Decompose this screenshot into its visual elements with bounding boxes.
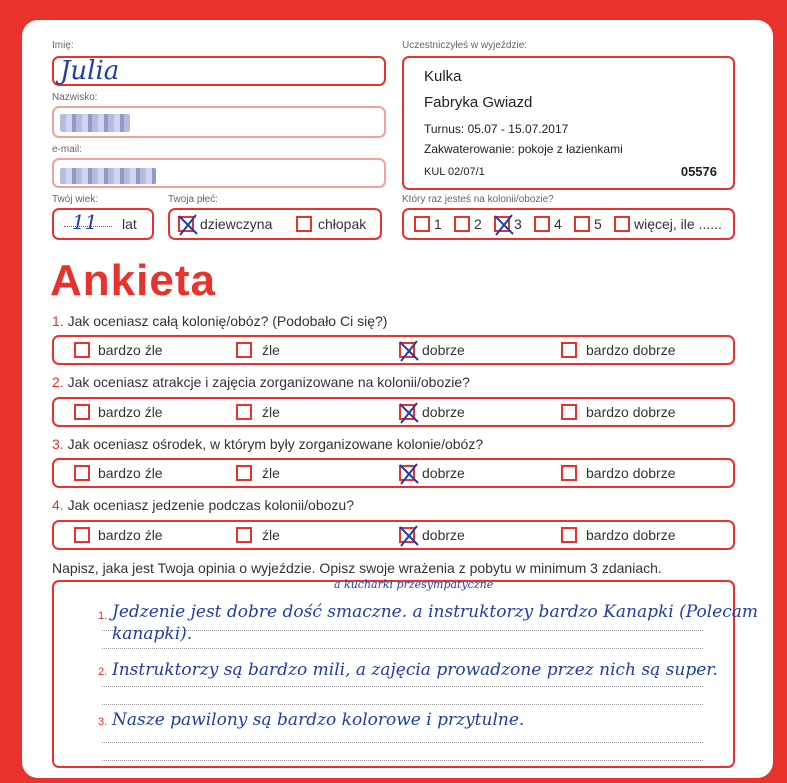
times-label-3: 3: [514, 216, 522, 232]
option-zle-checkbox[interactable]: [236, 465, 252, 481]
handwritten-line-1a: Jedzenie jest dobre dość smaczne. a instruktorzy bardzo Kanapki (Polecam: [112, 602, 759, 622]
trip-accommodation: Zakwaterowanie: pokoje z łazienkami: [424, 142, 623, 156]
ruled-line: [102, 648, 703, 649]
gender-label: Twoja płeć:: [168, 194, 219, 205]
times-option-2[interactable]: [454, 216, 470, 232]
question-number: 3.: [52, 436, 64, 452]
gender-group: [168, 208, 382, 240]
option-zle-checkbox[interactable]: [236, 404, 252, 420]
option-label: bardzo źle: [98, 342, 163, 358]
handwritten-insertion: a kucharki przesympatyczne: [334, 578, 494, 591]
ruled-line: [102, 686, 703, 687]
opinion-line-number: 2.: [98, 666, 108, 678]
times-label-4: 4: [554, 216, 562, 232]
option-zle-checkbox[interactable]: [236, 342, 252, 358]
option-bardzo-dobrze-checkbox[interactable]: [561, 465, 577, 481]
option-label: bardzo dobrze: [586, 342, 676, 358]
option-label: źle: [262, 342, 280, 358]
participated-label: Uczestniczyłeś w wyjeździe:: [402, 40, 528, 51]
check-x-icon: [399, 463, 419, 485]
option-label: bardzo źle: [98, 404, 163, 420]
question-text: Jak oceniasz całą kolonię/obóz? (Podobało Ci się?): [67, 313, 388, 329]
times-option-5[interactable]: [574, 216, 590, 232]
redacted-surname: [60, 114, 130, 132]
name-label: Imię:: [52, 40, 74, 51]
option-bardzo-dobrze-checkbox[interactable]: [561, 342, 577, 358]
email-label: e-mail:: [52, 144, 83, 155]
age-value: 11: [72, 210, 98, 234]
option-label: bardzo źle: [98, 527, 163, 543]
option-label: źle: [262, 527, 280, 543]
times-option-more[interactable]: [614, 216, 630, 232]
ruled-line: [102, 704, 703, 705]
email-field[interactable]: [52, 158, 386, 188]
trip-subtitle: Fabryka Gwiazd: [424, 94, 533, 111]
option-label: bardzo dobrze: [586, 404, 676, 420]
answer-row: [52, 397, 735, 427]
question-number: 2.: [52, 374, 64, 390]
trip-code: KUL 02/07/1: [424, 166, 485, 178]
option-dobrze-checkbox[interactable]: [399, 404, 415, 420]
option-label: dobrze: [422, 404, 465, 420]
opinion-prompt: Napisz, jaka jest Twoja opinia o wyjeździe. Opisz swoje wrażenia z pobytu w minimum 3 zdaniach.: [52, 560, 662, 576]
opinion-line-number: 1.: [98, 610, 108, 622]
ruled-line: [102, 742, 703, 743]
option-bardzo-zle-checkbox[interactable]: [74, 465, 90, 481]
opinion-box[interactable]: [52, 578, 759, 768]
handwritten-line-1b: kanapki).: [112, 624, 193, 644]
surname-label: Nazwisko:: [52, 92, 98, 103]
option-dobrze-checkbox[interactable]: [399, 465, 415, 481]
times-label-2: 2: [474, 216, 482, 232]
redacted-email: [60, 168, 156, 184]
answer-row: [52, 335, 735, 365]
option-label: źle: [262, 465, 280, 481]
option-label: bardzo dobrze: [586, 527, 676, 543]
survey-sheet: [22, 20, 773, 778]
gender-girl-label: dziewczyna: [200, 216, 273, 232]
question-text: Jak oceniasz atrakcje i zajęcia zorganizowane na kolonii/obozie?: [67, 374, 470, 390]
option-dobrze-checkbox[interactable]: [399, 342, 415, 358]
option-bardzo-zle-checkbox[interactable]: [74, 527, 90, 543]
option-label: źle: [262, 404, 280, 420]
handwritten-line-3: Nasze pawilony są bardzo kolorowe i przytulne.: [112, 710, 525, 730]
check-x-icon: [399, 340, 419, 362]
option-bardzo-dobrze-checkbox[interactable]: [561, 404, 577, 420]
times-group: [402, 208, 735, 240]
opinion-line-number: 3.: [98, 716, 108, 728]
times-label-5: 5: [594, 216, 602, 232]
age-field[interactable]: [52, 208, 154, 240]
gender-boy-checkbox[interactable]: [296, 216, 312, 232]
trip-card: [402, 56, 735, 190]
answer-row: [52, 520, 735, 550]
age-label: Twój wiek:: [52, 194, 99, 205]
check-x-icon: [399, 525, 419, 547]
option-dobrze-checkbox[interactable]: [399, 527, 415, 543]
times-label-more: więcej, ile ......: [634, 216, 722, 232]
check-x-icon: [494, 214, 514, 236]
question-number: 4.: [52, 497, 64, 513]
gender-boy-label: chłopak: [318, 216, 367, 232]
handwritten-line-2: Instruktorzy są bardzo mili, a zajęcia prowadzone przez nich są super.: [112, 660, 718, 680]
times-option-1[interactable]: [414, 216, 430, 232]
trip-name: Kulka: [424, 68, 462, 85]
surname-field[interactable]: [52, 106, 386, 138]
age-unit: lat: [122, 216, 137, 232]
option-label: dobrze: [422, 342, 465, 358]
option-label: bardzo dobrze: [586, 465, 676, 481]
times-label-1: 1: [434, 216, 442, 232]
option-label: dobrze: [422, 465, 465, 481]
times-option-3[interactable]: [494, 216, 510, 232]
times-label: Który raz jesteś na kolonii/obozie?: [402, 194, 554, 205]
question-text: Jak oceniasz jedzenie podczas kolonii/obozu?: [67, 497, 354, 513]
option-bardzo-dobrze-checkbox[interactable]: [561, 527, 577, 543]
check-x-icon: [399, 402, 419, 424]
check-x-icon: [178, 214, 198, 236]
times-option-4[interactable]: [534, 216, 550, 232]
option-bardzo-zle-checkbox[interactable]: [74, 404, 90, 420]
gender-girl-checkbox[interactable]: [178, 216, 194, 232]
question-text: Jak oceniasz ośrodek, w którym były zorganizowane kolonie/obóz?: [67, 436, 484, 452]
trip-number: 05576: [680, 164, 717, 179]
option-label: dobrze: [422, 527, 465, 543]
trip-turnus: Turnus: 05.07 - 15.07.2017: [424, 122, 569, 136]
option-bardzo-zle-checkbox[interactable]: [74, 342, 90, 358]
name-value: Julia: [60, 56, 120, 86]
option-label: bardzo źle: [98, 465, 163, 481]
answer-row: [52, 458, 735, 488]
ruled-line: [102, 760, 703, 761]
question-number: 1.: [52, 313, 64, 329]
option-zle-checkbox[interactable]: [236, 527, 252, 543]
survey-title: Ankieta: [50, 256, 216, 305]
name-field[interactable]: [52, 56, 386, 86]
